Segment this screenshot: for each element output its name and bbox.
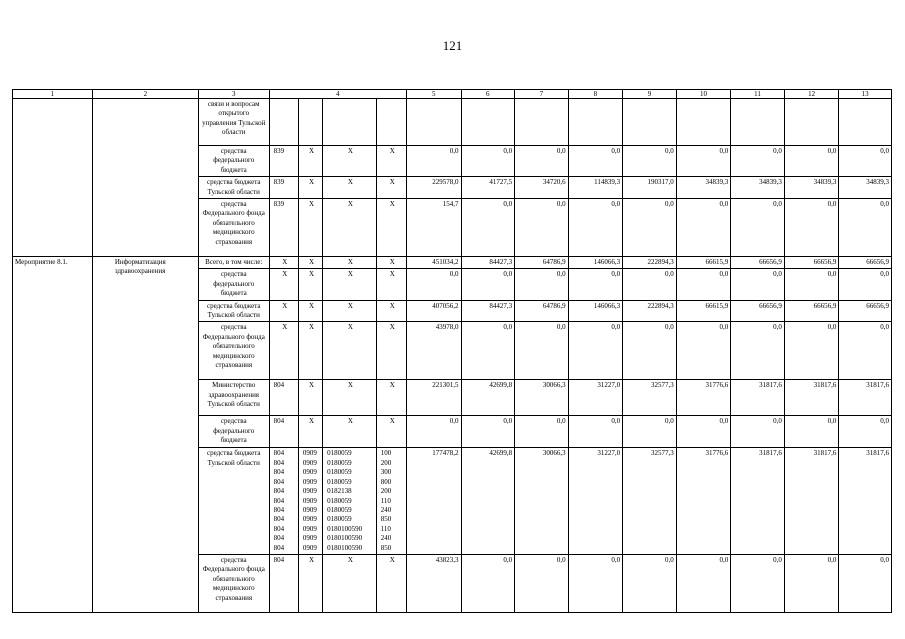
value-year: 0,0 — [839, 416, 892, 448]
value-year: 42699,8 — [461, 380, 515, 416]
value-year: 31817,6 — [784, 448, 839, 554]
value-year: 0,0 — [839, 199, 892, 257]
value-total: 229578,0 — [406, 177, 461, 199]
value-total: 43978,0 — [406, 322, 461, 380]
value-total: 221301,5 — [406, 380, 461, 416]
value-year: 0,0 — [515, 146, 569, 177]
value-year: 0,0 — [784, 199, 839, 257]
value-year: 31776,6 — [676, 380, 731, 416]
funding-source: средства федерального бюджета — [198, 416, 269, 448]
code-ministry: Х — [269, 257, 298, 269]
value-year: 222894,3 — [623, 300, 677, 322]
code-target: Х — [323, 177, 377, 199]
value-year: 66656,9 — [731, 300, 785, 322]
value-year: 34839,3 — [731, 177, 785, 199]
code-ministry: Х — [269, 300, 298, 322]
value-year: 0,0 — [676, 322, 731, 380]
code-ministry: 804 — [269, 380, 298, 416]
code-section: 0909 0909 0909 0909 0909 0909 0909 0909 0909 0909 0909 — [298, 448, 322, 554]
code-expense-type: Х — [376, 554, 406, 612]
value-year: 66656,9 — [839, 257, 892, 269]
code-section — [298, 99, 322, 146]
code-expense-type: Х — [376, 177, 406, 199]
table-row — [13, 257, 892, 269]
column-number: 11 — [731, 90, 785, 99]
value-year: 0,0 — [568, 554, 623, 612]
value-year: 34720,6 — [515, 177, 569, 199]
value-year: 66656,9 — [784, 257, 839, 269]
funding-source: средства Федерального фонда обязательного медицинского страхования — [198, 554, 269, 612]
code-expense-type: Х — [376, 322, 406, 380]
value-year: 31227,0 — [568, 448, 623, 554]
value-year: 0,0 — [676, 146, 731, 177]
value-year: 31817,6 — [784, 380, 839, 416]
code-target: Х — [323, 146, 377, 177]
value-year: 30066,3 — [515, 448, 569, 554]
column-number: 1 — [13, 90, 93, 99]
value-year: 0,0 — [676, 554, 731, 612]
value-year: 41727,5 — [461, 177, 515, 199]
value-year: 0,0 — [623, 269, 677, 300]
value-year: 0,0 — [623, 322, 677, 380]
value-total: 177478,2 — [406, 448, 461, 554]
value-year: 66615,9 — [676, 257, 731, 269]
column-number: 13 — [839, 90, 892, 99]
funding-source: средства федерального бюджета — [198, 269, 269, 300]
value-year: 0,0 — [676, 199, 731, 257]
code-ministry: Х — [269, 322, 298, 380]
value-year: 0,0 — [676, 416, 731, 448]
code-target: Х — [323, 257, 377, 269]
funding-source: Всего, в том числе: — [198, 257, 269, 269]
value-year — [515, 99, 569, 146]
value-year: 0,0 — [731, 199, 785, 257]
value-year: 0,0 — [515, 416, 569, 448]
code-expense-type: Х — [376, 146, 406, 177]
code-target: Х — [323, 416, 377, 448]
code-section: Х — [298, 146, 322, 177]
value-year — [461, 99, 515, 146]
column-number: 3 — [198, 90, 269, 99]
funding-source: Министерство здравоохранения Тульской области — [198, 380, 269, 416]
value-year: 34839,3 — [784, 177, 839, 199]
code-target: Х — [323, 300, 377, 322]
value-year: 0,0 — [515, 199, 569, 257]
column-number: 5 — [406, 90, 461, 99]
code-ministry: 839 — [269, 146, 298, 177]
value-year: 31227,0 — [568, 380, 623, 416]
value-year: 0,0 — [568, 199, 623, 257]
value-year — [731, 99, 785, 146]
value-year: 30066,3 — [515, 380, 569, 416]
code-ministry: 804 804 804 804 804 804 804 804 804 804 804 — [269, 448, 298, 554]
code-section: Х — [298, 300, 322, 322]
code-section: Х — [298, 380, 322, 416]
value-year: 0,0 — [623, 146, 677, 177]
event-cell — [13, 99, 93, 257]
value-year: 84427,3 — [461, 300, 515, 322]
value-year: 42699,8 — [461, 448, 515, 554]
funding-source: средства Федерального фонда обязательного медицинского страхования — [198, 199, 269, 257]
code-ministry: Х — [269, 269, 298, 300]
value-year: 0,0 — [515, 269, 569, 300]
value-year: 31817,6 — [731, 380, 785, 416]
value-year: 0,0 — [676, 269, 731, 300]
table-row — [13, 99, 892, 146]
code-expense-type: Х — [376, 416, 406, 448]
value-year: 0,0 — [568, 269, 623, 300]
value-year: 114839,3 — [568, 177, 623, 199]
event-cell: Мероприятие 8.1. — [13, 257, 93, 613]
code-expense-type — [376, 99, 406, 146]
value-year: 0,0 — [731, 269, 785, 300]
value-year: 0,0 — [461, 416, 515, 448]
value-year: 0,0 — [461, 146, 515, 177]
code-section: Х — [298, 269, 322, 300]
value-year: 0,0 — [461, 269, 515, 300]
code-ministry: 839 — [269, 177, 298, 199]
value-year: 66656,9 — [839, 300, 892, 322]
code-expense-type: Х — [376, 300, 406, 322]
code-ministry: 804 — [269, 554, 298, 612]
code-target: 0180059 0180059 0180059 0180059 0182138 0180059 0180059 0180059 0180100590 0180100590 0180100590 — [323, 448, 377, 554]
value-year: 66615,9 — [676, 300, 731, 322]
funding-source: средства федерального бюджета — [198, 146, 269, 177]
value-year: 64786,9 — [515, 300, 569, 322]
value-year: 0,0 — [839, 554, 892, 612]
code-ministry — [269, 99, 298, 146]
code-section: Х — [298, 257, 322, 269]
value-year — [839, 99, 892, 146]
value-year: 0,0 — [731, 416, 785, 448]
value-year: 146066,3 — [568, 300, 623, 322]
value-year: 0,0 — [623, 416, 677, 448]
code-section: Х — [298, 554, 322, 612]
column-number: 4 — [269, 90, 406, 99]
code-section: Х — [298, 416, 322, 448]
value-year: 66656,9 — [731, 257, 785, 269]
value-year: 0,0 — [784, 322, 839, 380]
value-year: 146066,3 — [568, 257, 623, 269]
value-total: 0,0 — [406, 416, 461, 448]
code-section: Х — [298, 177, 322, 199]
value-year: 0,0 — [623, 199, 677, 257]
column-number: 8 — [568, 90, 623, 99]
value-year — [623, 99, 677, 146]
column-number: 2 — [92, 90, 198, 99]
funding-source: средства Федерального фонда обязательного медицинского страхования — [198, 322, 269, 380]
value-year: 32577,3 — [623, 448, 677, 554]
code-target — [323, 99, 377, 146]
column-number: 9 — [623, 90, 677, 99]
value-year: 0,0 — [515, 322, 569, 380]
value-year — [784, 99, 839, 146]
code-ministry: 804 — [269, 416, 298, 448]
code-target: Х — [323, 199, 377, 257]
value-year: 84427,3 — [461, 257, 515, 269]
code-section: Х — [298, 199, 322, 257]
budget-table — [12, 89, 892, 613]
column-number: 10 — [676, 90, 731, 99]
value-year: 34839,3 — [676, 177, 731, 199]
value-year: 0,0 — [839, 322, 892, 380]
code-target: Х — [323, 322, 377, 380]
value-year: 0,0 — [568, 146, 623, 177]
funding-source: средства бюджета Тульской области — [198, 177, 269, 199]
value-total: 43823,3 — [406, 554, 461, 612]
value-year: 0,0 — [839, 146, 892, 177]
value-total: 154,7 — [406, 199, 461, 257]
value-year: 34839,3 — [839, 177, 892, 199]
value-year: 0,0 — [568, 322, 623, 380]
value-year — [676, 99, 731, 146]
code-target: Х — [323, 269, 377, 300]
column-number-row — [13, 90, 892, 99]
value-year: 0,0 — [784, 554, 839, 612]
value-year: 66656,9 — [784, 300, 839, 322]
value-year: 64786,9 — [515, 257, 569, 269]
event-description-cell: Информатизация здравоохранения — [92, 257, 198, 613]
value-year: 31817,6 — [839, 448, 892, 554]
value-year: 0,0 — [568, 416, 623, 448]
value-year: 0,0 — [784, 416, 839, 448]
column-number: 6 — [461, 90, 515, 99]
value-year: 31817,6 — [839, 380, 892, 416]
code-target: Х — [323, 380, 377, 416]
code-expense-type: Х — [376, 199, 406, 257]
value-total: 0,0 — [406, 269, 461, 300]
value-year: 0,0 — [784, 269, 839, 300]
value-year: 0,0 — [731, 322, 785, 380]
funding-source: связи и вопросам открытого управления Тульской области — [198, 99, 269, 146]
code-expense-type: Х — [376, 257, 406, 269]
value-total: 0,0 — [406, 146, 461, 177]
funding-source: средства бюджета Тульской области — [198, 448, 269, 554]
value-total — [406, 99, 461, 146]
value-total: 407056,2 — [406, 300, 461, 322]
code-ministry: 839 — [269, 199, 298, 257]
value-year: 31817,6 — [731, 448, 785, 554]
event-description-cell — [92, 99, 198, 257]
value-year: 0,0 — [839, 269, 892, 300]
value-year: 0,0 — [623, 554, 677, 612]
column-number: 7 — [515, 90, 569, 99]
code-expense-type: Х — [376, 269, 406, 300]
value-year: 0,0 — [731, 146, 785, 177]
code-expense-type: Х — [376, 380, 406, 416]
value-year — [568, 99, 623, 146]
value-year: 0,0 — [784, 146, 839, 177]
value-year: 0,0 — [461, 322, 515, 380]
code-section: Х — [298, 322, 322, 380]
value-year: 0,0 — [731, 554, 785, 612]
value-year: 0,0 — [461, 554, 515, 612]
code-expense-type: 100 200 300 800 200 110 240 850 110 240 850 — [376, 448, 406, 554]
code-target: Х — [323, 554, 377, 612]
value-year: 0,0 — [461, 199, 515, 257]
value-year: 32577,3 — [623, 380, 677, 416]
value-year: 0,0 — [515, 554, 569, 612]
column-number: 12 — [784, 90, 839, 99]
funding-source: средства бюджета Тульской области — [198, 300, 269, 322]
value-total: 451034,2 — [406, 257, 461, 269]
value-year: 31776,6 — [676, 448, 731, 554]
value-year: 222894,3 — [623, 257, 677, 269]
page-number: 121 — [442, 38, 463, 53]
value-year: 190317,0 — [623, 177, 677, 199]
